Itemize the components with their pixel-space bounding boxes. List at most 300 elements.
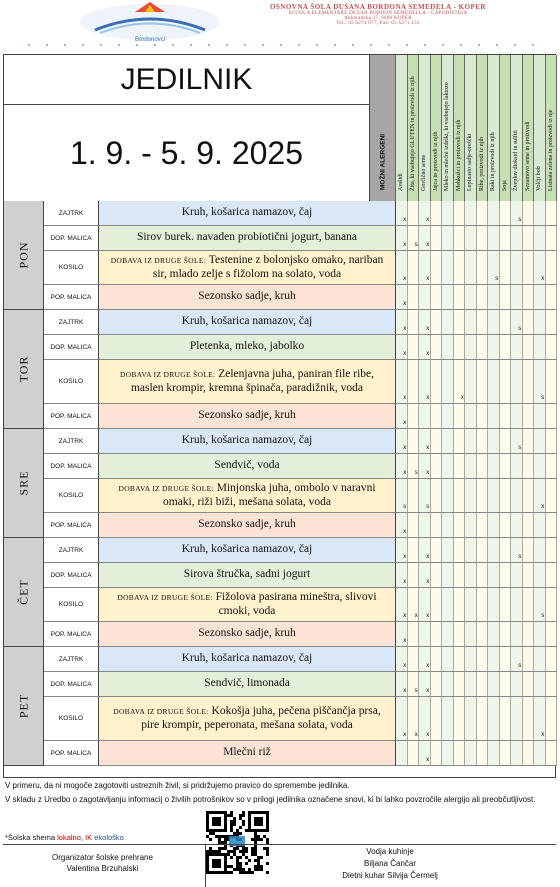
allergen-cell <box>511 622 523 646</box>
allergen-mark: x <box>426 732 430 738</box>
allergen-cell <box>523 647 535 671</box>
allergen-cell <box>465 697 477 740</box>
delivery-prefix: DOBAVA IZ DRUGE ŠOLE: <box>119 370 216 380</box>
allergen-cell <box>523 310 535 334</box>
allergen-cell <box>488 335 500 359</box>
allergen-marks <box>396 741 557 766</box>
allergen-cell <box>442 479 454 512</box>
allergen-cell <box>500 647 512 671</box>
allergen-mark: x <box>403 276 407 282</box>
allergen-cell <box>523 360 535 403</box>
meal-kosilo <box>99 251 396 285</box>
allergen-cell <box>477 404 489 428</box>
allergen-marks <box>396 538 557 563</box>
legend-local: lokalno <box>57 833 81 842</box>
allergen-cell <box>488 588 500 621</box>
allergen-mark: x <box>403 326 407 332</box>
allergen-cell <box>534 647 546 671</box>
allergen-cell <box>534 622 546 646</box>
allergen-cell <box>465 404 477 428</box>
allergen-cell <box>534 404 546 428</box>
allergen-cell <box>477 360 489 403</box>
allergen-cell <box>488 622 500 646</box>
meal-type-dop: DOP. MALICA <box>44 226 99 251</box>
organizer-name: Valentina Brzuhalski <box>66 864 139 873</box>
allergen-cell <box>442 563 454 587</box>
allergen-cell <box>511 741 523 765</box>
allergen-cell <box>488 404 500 428</box>
allergen-mark: x <box>414 613 418 619</box>
meal-text: Kruh, košarica namazov, čaj <box>181 652 313 665</box>
allergen-cell <box>419 285 431 309</box>
allergen-cell <box>500 622 512 646</box>
allergen-marks <box>396 697 557 741</box>
allergen-cell <box>408 622 420 646</box>
allergen-cell <box>523 538 535 562</box>
allergen-cell <box>454 538 466 562</box>
allergen-cell <box>431 404 443 428</box>
allergen-cell <box>511 479 523 512</box>
notes <box>5 780 553 808</box>
allergen-mark: x <box>403 445 407 451</box>
allergen-cell <box>465 622 477 646</box>
allergen-cell <box>465 563 477 587</box>
allergen-cell <box>442 697 454 740</box>
allergen-cell <box>442 285 454 309</box>
allergen-cell <box>477 285 489 309</box>
allergen-cell <box>465 285 477 309</box>
allergen-cell <box>408 538 420 562</box>
allergen-cell <box>523 513 535 537</box>
kitchen-role: Vodja kuhinje <box>366 847 414 856</box>
allergen-mark: x <box>426 326 430 332</box>
allergen-cell <box>500 429 512 453</box>
allergen-cell <box>442 513 454 537</box>
allergen-cell <box>511 335 523 359</box>
allergen-mark: x <box>403 554 407 560</box>
allergen-marks <box>396 563 557 588</box>
allergen-cell <box>534 310 546 334</box>
allergen-cell <box>442 588 454 621</box>
footer-vertical-divider <box>205 844 206 887</box>
allergen-cell <box>408 647 420 671</box>
allergen-cell <box>511 226 523 250</box>
allergen-cell <box>431 360 443 403</box>
allergen-cell <box>465 454 477 478</box>
allergen-cell <box>488 310 500 334</box>
allergen-cell <box>534 429 546 453</box>
allergen-cell <box>546 588 558 621</box>
allergen-cell <box>546 285 558 309</box>
meal-zajtrk <box>99 201 396 226</box>
meal-pop <box>99 622 396 647</box>
allergen-mark: x <box>426 445 430 451</box>
allergen-cell <box>534 285 546 309</box>
allergen-marks <box>396 335 557 360</box>
allergen-cell <box>534 226 546 250</box>
allergen-cell <box>500 285 512 309</box>
day-label: ČET <box>4 538 44 647</box>
meal-zajtrk <box>99 538 396 563</box>
legend-ik: IK <box>85 833 93 842</box>
allergen-cell <box>534 454 546 478</box>
allergen-cell <box>523 251 535 284</box>
allergen-cell <box>500 563 512 587</box>
dotted-divider <box>20 44 540 46</box>
delivery-prefix: DOBAVA IZ DRUGE ŠOLE: <box>110 256 207 266</box>
meal-pop <box>99 741 396 766</box>
allergen-cell <box>465 741 477 765</box>
allergen-cell <box>477 538 489 562</box>
allergen-cell <box>454 429 466 453</box>
allergen-cell <box>454 672 466 696</box>
allergen-mark: x <box>414 732 418 738</box>
allergen-cell <box>431 622 443 646</box>
allergen-cell <box>546 201 558 225</box>
allergen-cell <box>477 429 489 453</box>
allergen-mark: x <box>426 554 430 560</box>
allergen-marks <box>396 251 557 285</box>
allergen-cell <box>523 285 535 309</box>
allergen-mark: x <box>403 420 407 426</box>
allergen-cell <box>488 360 500 403</box>
allergen-cell <box>534 201 546 225</box>
allergen-cell <box>523 479 535 512</box>
meal-type-zajtrk: ZAJTRK <box>44 538 99 563</box>
meal-type-pop: POP. MALICA <box>44 404 99 429</box>
allergen-cell <box>546 454 558 478</box>
allergen-cell <box>477 622 489 646</box>
allergen-cell <box>546 672 558 696</box>
allergen-cell <box>477 697 489 740</box>
allergen-cell <box>465 360 477 403</box>
meal-type-kosilo: KOSILO <box>44 697 99 741</box>
allergen-cell <box>477 335 489 359</box>
allergen-marks <box>396 285 557 310</box>
allergen-cell <box>442 335 454 359</box>
allergen-cell <box>477 310 489 334</box>
allergen-cell <box>465 310 477 334</box>
allergen-cell <box>500 588 512 621</box>
allergen-cell <box>500 672 512 696</box>
allergen-mark: x <box>426 613 430 619</box>
allergen-cell <box>500 697 512 740</box>
svg-text:Bordonovci: Bordonovci <box>134 37 166 43</box>
allergen-header <box>370 55 557 201</box>
meal-type-pop: POP. MALICA <box>44 285 99 310</box>
allergen-marks <box>396 360 557 404</box>
allergen-cell <box>477 513 489 537</box>
allergen-cell <box>465 513 477 537</box>
allergen-cell <box>523 622 535 646</box>
menu-table <box>3 54 556 778</box>
legend-eco: ekološko <box>94 833 124 842</box>
allergen-main-header: MOŽNI ALERGENI <box>370 55 396 201</box>
allergen-marks <box>396 454 557 479</box>
allergen-cell <box>465 429 477 453</box>
allergen-cell <box>408 310 420 334</box>
allergen-mark: x <box>403 217 407 223</box>
allergen-cell <box>465 201 477 225</box>
meal-text: Sezonsko sadje, kruh <box>198 518 296 531</box>
meal-text: Sezonsko sadje, kruh <box>198 627 296 640</box>
allergen-mark: x <box>426 217 430 223</box>
allergen-cell <box>408 741 420 765</box>
allergen-cell <box>454 588 466 621</box>
allergen-cell <box>546 251 558 284</box>
school-line-1: OSNOVNA ŠOLA DUŠANA BORDONA SEMEDELA - KOPER <box>269 3 487 11</box>
allergen-cell <box>442 672 454 696</box>
allergen-cell <box>442 251 454 284</box>
allergen-cell <box>523 226 535 250</box>
allergen-cell <box>477 479 489 512</box>
allergen-marks <box>396 513 557 538</box>
meal-text: Sirov burek. navaden probiotični jogurt, banana <box>136 231 358 244</box>
allergen-cell <box>431 741 443 765</box>
allergen-mark: s <box>518 445 522 451</box>
allergen-column-header: Arašidi <box>396 55 408 201</box>
allergen-cell <box>500 741 512 765</box>
allergen-cell <box>454 310 466 334</box>
organizer-role: Organizator šolske prehrane <box>52 853 153 862</box>
allergen-cell <box>431 697 443 740</box>
allergen-mark: x <box>426 395 430 401</box>
allergen-cell <box>477 741 489 765</box>
dietitian-name: Dietni kuhar Silvija Čermelj <box>342 871 438 880</box>
allergen-cell <box>408 201 420 225</box>
meal-type-zajtrk: ZAJTRK <box>44 310 99 335</box>
allergen-mark: x <box>403 301 407 307</box>
meal-text: Kokošja juha, pečena piščančja prsa, pire krompir, peperonata, mešana solata, voda <box>141 705 381 731</box>
meal-text: Kruh, košarica namazov, čaj <box>181 434 313 447</box>
school-name <box>228 3 528 26</box>
allergen-cell <box>488 538 500 562</box>
allergen-mark: x <box>403 613 407 619</box>
allergen-cell <box>465 588 477 621</box>
meal-kosilo <box>99 588 396 622</box>
allergen-marks <box>396 310 557 335</box>
allergen-cell <box>454 226 466 250</box>
allergen-cell <box>546 697 558 740</box>
allergen-cell <box>488 647 500 671</box>
allergen-cell <box>500 513 512 537</box>
meal-text: Zelenjavna juha, paniran file ribe, maslen krompir, kremna špinača, paradižnik, voda <box>130 368 375 394</box>
meal-type-pop: POP. MALICA <box>44 741 99 766</box>
meal-pop <box>99 404 396 429</box>
school-scheme-legend: *Šolska shema lokalno, IK ekološko <box>5 833 124 842</box>
allergen-cell <box>408 563 420 587</box>
allergen-cell <box>523 563 535 587</box>
allergen-mark: x <box>403 688 407 694</box>
allergen-cell <box>431 563 443 587</box>
meal-zajtrk <box>99 310 396 335</box>
allergen-mark: x <box>426 351 430 357</box>
meal-type-kosilo: KOSILO <box>44 588 99 622</box>
allergen-mark: x <box>460 395 464 401</box>
allergen-cell <box>454 335 466 359</box>
delivery-prefix: DOBAVA IZ DRUGE ŠOLE: <box>113 707 209 717</box>
delivery-prefix: DOBAVA IZ DRUGE ŠOLE: <box>118 484 214 494</box>
allergen-cell <box>431 251 443 284</box>
allergen-cell <box>523 454 535 478</box>
allergen-marks <box>396 647 557 672</box>
allergen-cell <box>442 404 454 428</box>
allergen-cell <box>454 454 466 478</box>
allergen-cell <box>500 310 512 334</box>
allergen-cell <box>534 335 546 359</box>
allergen-cell <box>534 563 546 587</box>
allergen-cell <box>477 647 489 671</box>
allergen-cell <box>511 251 523 284</box>
meal-pop <box>99 513 396 538</box>
day-label: TOR <box>4 310 44 429</box>
allergen-cell <box>477 226 489 250</box>
allergen-cell <box>465 538 477 562</box>
allergen-cell <box>500 538 512 562</box>
allergen-cell <box>546 429 558 453</box>
allergen-mark: x <box>426 688 430 694</box>
meal-text: Pletenka, mleko, jabolko <box>189 340 305 353</box>
allergen-cell <box>454 201 466 225</box>
allergen-column-header: Gorčično seme <box>419 55 431 201</box>
allergen-column-header: Volčji bob <box>534 55 546 201</box>
allergen-cell <box>546 479 558 512</box>
allergen-cell <box>534 513 546 537</box>
allergen-cell <box>511 588 523 621</box>
allergen-column-header: Ribe, proizvodi iz njih <box>477 55 489 201</box>
allergen-cell <box>442 429 454 453</box>
allergen-mark: s <box>518 554 522 560</box>
meal-kosilo <box>99 479 396 513</box>
allergen-mark: s <box>414 470 418 476</box>
school-line-2: SCUOLA ELEMENTARE DUSAN BORDON SEMEDELLA - CAPODISTRIA <box>288 11 468 16</box>
allergen-cell <box>546 226 558 250</box>
allergen-cell <box>431 201 443 225</box>
allergen-column-header: Raki in proizvodi iz njih <box>488 55 500 201</box>
meal-dop <box>99 563 396 588</box>
kitchen-name: Biljana Čančar <box>363 859 417 868</box>
meal-text: Kruh, košarica namazov, čaj <box>181 315 313 328</box>
allergen-cell <box>465 251 477 284</box>
allergen-mark: x <box>403 242 407 248</box>
allergen-marks <box>396 429 557 454</box>
allergen-cell <box>511 513 523 537</box>
allergen-cell <box>534 741 546 765</box>
allergen-column-header: Listnata zelena in proizvodi iz nje <box>546 55 558 201</box>
meal-text: Kruh, košarica namazov, čaj <box>181 206 313 219</box>
allergen-column-header: Mleko in mlečni izdelki, ki vsebujejo laktozo <box>442 55 454 201</box>
allergen-cell <box>488 513 500 537</box>
allergen-marks <box>396 201 557 226</box>
allergen-cell <box>477 454 489 478</box>
allergen-cell <box>454 251 466 284</box>
allergen-cell <box>511 672 523 696</box>
allergen-cell <box>431 335 443 359</box>
meal-type-kosilo: KOSILO <box>44 251 99 285</box>
meal-type-dop: DOP. MALICA <box>44 563 99 588</box>
allergen-cell <box>454 404 466 428</box>
allergen-mark: s <box>495 276 499 282</box>
allergen-column-header: Soja <box>500 55 512 201</box>
meal-type-dop: DOP. MALICA <box>44 335 99 360</box>
allergen-cell <box>408 335 420 359</box>
date-range: 1. 9. - 5. 9. 2025 <box>4 105 370 201</box>
allergen-cell <box>546 622 558 646</box>
allergen-cell <box>396 741 408 765</box>
allergen-cell <box>500 404 512 428</box>
allergen-cell <box>431 226 443 250</box>
allergen-cell <box>477 563 489 587</box>
meal-dop <box>99 226 396 251</box>
allergen-marks <box>396 622 557 647</box>
allergen-cell <box>408 479 420 512</box>
meal-type-zajtrk: ZAJTRK <box>44 429 99 454</box>
meal-text: Sendvič, limonada <box>204 677 290 690</box>
allergen-cell <box>546 513 558 537</box>
meal-type-dop: DOP. MALICA <box>44 454 99 479</box>
allergen-mark: x <box>541 732 545 738</box>
allergen-cell <box>431 588 443 621</box>
note-line-1: V primeru, da ni mogoče zagotoviti ustreznih živil, si pridržujemo pravico do spremembe jedilnika. <box>5 781 350 790</box>
allergen-mark: s <box>426 504 430 510</box>
meal-kosilo <box>99 697 396 741</box>
day-label: PON <box>4 201 44 310</box>
allergen-mark: x <box>403 732 407 738</box>
allergen-cell <box>454 479 466 512</box>
allergen-column-header: Lupinasto sadje-oreščki <box>465 55 477 201</box>
allergen-cell <box>419 404 431 428</box>
allergen-cell <box>523 588 535 621</box>
allergen-cell <box>431 310 443 334</box>
allergen-mark: s <box>541 395 545 401</box>
allergen-cell <box>442 360 454 403</box>
allergen-mark: x <box>426 663 430 669</box>
allergen-cell <box>454 741 466 765</box>
allergen-cell <box>546 741 558 765</box>
allergen-mark: x <box>403 529 407 535</box>
note-line-2: V skladu z Uredbo o zagotavljanju informacij o živilih potrošnikov so v prilogi jedilnika označene snovi, ki bi lahko povzročile alergijo ali preobčutljivost. <box>5 795 536 804</box>
meal-dop <box>99 672 396 697</box>
allergen-cell <box>442 310 454 334</box>
school-header <box>0 0 560 50</box>
allergen-cell <box>488 429 500 453</box>
allergen-cell <box>523 201 535 225</box>
allergen-cell <box>523 741 535 765</box>
allergen-mark: x <box>403 470 407 476</box>
allergen-cell <box>488 697 500 740</box>
allergen-cell <box>408 285 420 309</box>
allergen-cell <box>511 360 523 403</box>
allergen-mark: x <box>426 757 430 763</box>
allergen-marks <box>396 672 557 697</box>
allergen-cell <box>465 672 477 696</box>
allergen-mark: s <box>403 504 407 510</box>
allergen-cell <box>546 360 558 403</box>
meal-type-kosilo: KOSILO <box>44 479 99 513</box>
meal-text: Mlečni riž <box>223 746 271 759</box>
meal-text: Fižolova pasirana mineštra, slivovi cmoki, voda <box>215 591 377 617</box>
allergen-column-header: Sezamovo seme in proizvodi <box>523 55 535 201</box>
allergen-cell <box>500 479 512 512</box>
allergen-cell <box>523 672 535 696</box>
allergen-marks <box>396 588 557 622</box>
allergen-cell <box>408 404 420 428</box>
meal-text: Sezonsko sadje, kruh <box>198 409 296 422</box>
allergen-mark: s <box>518 217 522 223</box>
footer-divider <box>3 844 556 845</box>
meal-text: Sezonsko sadje, kruh <box>198 290 296 303</box>
allergen-mark: x <box>403 579 407 585</box>
